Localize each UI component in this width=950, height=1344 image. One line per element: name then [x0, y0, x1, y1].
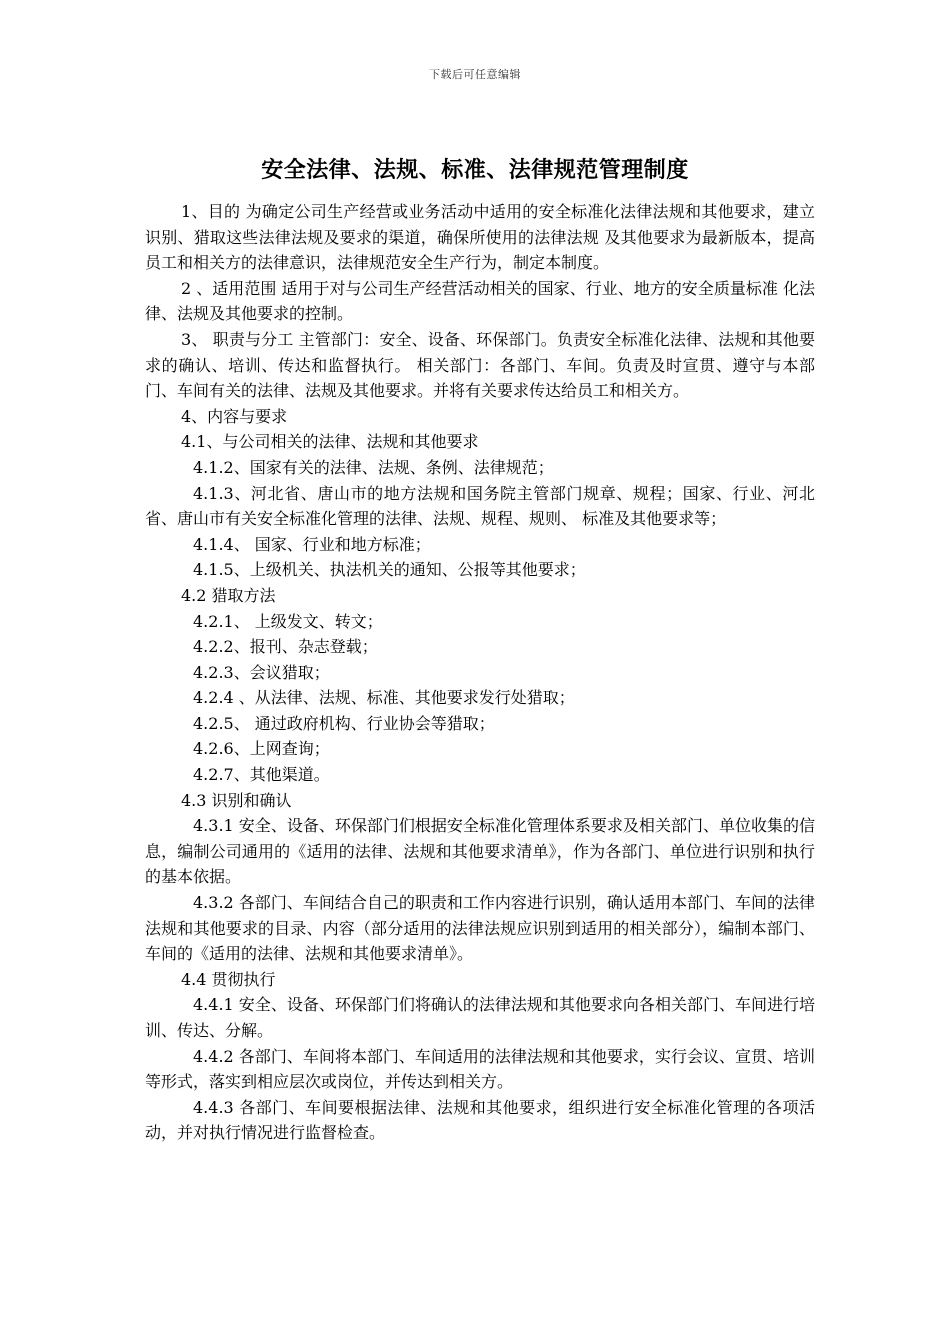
subsection-heading-4-1: 4.1、与公司相关的法律、法规和其他要求: [181, 432, 479, 452]
list-item: 4.2.5、 通过政府机构、行业协会等猎取；: [193, 713, 495, 733]
list-item: 4.3.1 安全、设备、环保部门们根据安全标准化管理体系要求及相关部门、单位收集的信息，编制公司通用的《适用的法律、法规和其他要求清单》，作为各部门、单位进行识别和执行的基本依据。: [145, 816, 815, 887]
paragraph-purpose: 1、目的 为确定公司生产经营或业务活动中适用的安全标准化法律法规和其他要求，建立识别、猎取这些法律法规及要求的渠道，确保所使用的法律法规 及其他要求为最新版本，提高员工和相关方的法律意识，法律规范安全生产行为，制定本制度。: [145, 202, 815, 273]
list-item: 4.4.2 各部门、车间将本部门、车间适用的法律法规和其他要求，实行会议、宣贯、培训等形式，落实到相应层次或岗位，并传达到相关方。: [145, 1046, 815, 1092]
document-title: 安全法律、法规、标准、法律规范管理制度: [261, 157, 689, 183]
paragraph-scope: 2 、适用范围 适用于对与公司生产经营活动相关的国家、行业、地方的安全质量标准 化法律、法规及其他要求的控制。: [145, 278, 815, 324]
list-item: 4.1.5、上级机关、执法机关的通知、公报等其他要求；: [193, 560, 586, 580]
subsection-heading-4-2: 4.2 猎取方法: [181, 585, 276, 605]
list-item: 4.1.4、 国家、行业和地方标准；: [193, 534, 431, 554]
list-item: 4.2.4 、从法律、法规、标准、其他要求发行处猎取；: [193, 688, 575, 708]
list-item: 4.1.3、河北省、唐山市的地方法规和国务院主管部门规章、规程；国家、行业、河北省、唐山市有关安全标准化管理的法律、法规、规程、规则、 标准及其他要求等；: [145, 483, 815, 529]
paragraph-responsibilities: 3、 职责与分工 主管部门：安全、设备、环保部门。负责安全标准化法律、法规和其他要求的确认、培训、传达和监督执行。 相关部门：各部门、车间。负责及时宣贯、遵守与本部门、车间有关的法律、法规及其他要求。并将有关要求传达给员工和相关方。: [145, 329, 815, 401]
list-item: 4.3.2 各部门、车间结合自己的职责和工作内容进行识别，确认适用本部门、车间的法律法规和其他要求的目录、内容（部分适用的法律法规应识别到适用的相关部分），编制本部门、车间的《适用的法律、法规和其他要求清单》。: [145, 893, 815, 964]
list-item: 4.4.3 各部门、车间要根据法律、法规和其他要求，组织进行安全标准化管理的各项活动，并对执行情况进行监督检查。: [145, 1097, 815, 1143]
list-item: 4.2.1、 上级发文、转文；: [193, 611, 383, 631]
list-item: 4.4.1 安全、设备、环保部门们将确认的法律法规和其他要求向各相关部门、车间进行培训、传达、分解。: [145, 995, 815, 1040]
subsection-heading-4-3: 4.3 识别和确认: [181, 790, 292, 810]
document-body: [145, 199, 815, 1146]
list-item: 4.1.2、国家有关的法律、法规、条例、法律规范；: [193, 457, 554, 477]
list-item: 4.2.2、报刊、杂志登载；: [193, 637, 378, 657]
section-heading-content: 4、内容与要求: [181, 406, 288, 426]
header-note: 下载后可任意编辑: [429, 68, 521, 81]
list-item: 4.2.3、会议猎取；: [193, 662, 330, 682]
list-item: 4.2.6、上网查询；: [193, 739, 330, 759]
list-item: 4.2.7、其他渠道。: [193, 765, 330, 785]
subsection-heading-4-4: 4.4 贯彻执行: [181, 969, 276, 989]
